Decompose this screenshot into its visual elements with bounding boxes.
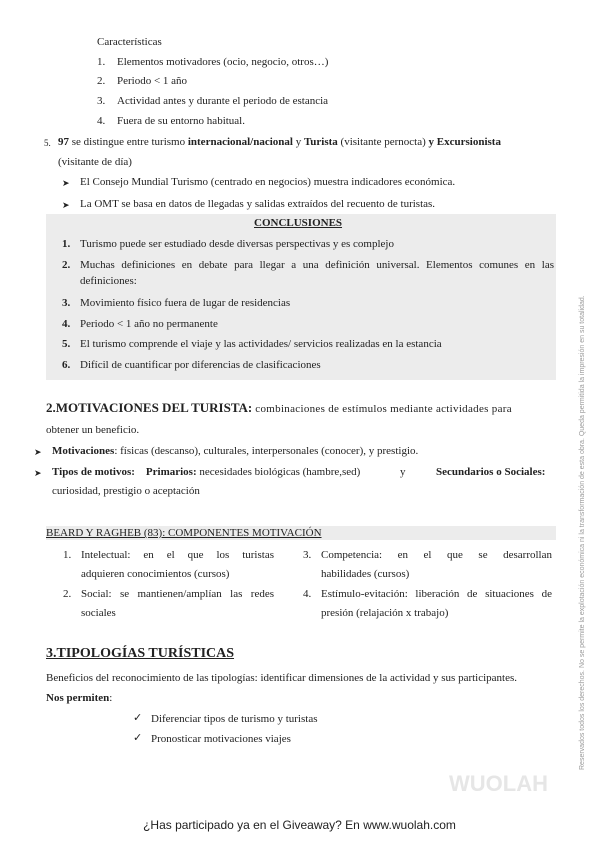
rights-watermark (579, 250, 589, 770)
beard-text: Competencia: en el que se desarrollan (321, 549, 552, 561)
giveaway-footer[interactable]: ¿Has participado ya en el Giveaway? En www.wuolah.com (143, 818, 456, 832)
section2-heading-line (46, 401, 554, 416)
characteristic-num: 1. (97, 56, 106, 68)
rights-watermark-text: Reservados todos los derechos. No se permite la explotación económica ni la transformación de esta obra. Queda permitida la impresión en su totalidad. (579, 295, 586, 770)
beard-text: sociales (81, 607, 116, 619)
characteristic-text: Fuera de su entorno habitual. (117, 115, 245, 127)
conclusion-num: 5. (62, 338, 71, 350)
beard-num: 4. (303, 588, 312, 600)
beard-text: Estímulo-evitación: liberación de situaciones de (321, 588, 552, 600)
arrow-bullet-icon: ➤ (62, 178, 70, 188)
item5-bullet: El Consejo Mundial Turismo (centrado en negocios) muestra indicadores económica. (80, 176, 456, 188)
conclusion-text: Turismo puede ser estudiado desde diversas perspectivas y es complejo (80, 238, 394, 250)
conclusion-text: Movimiento físico fuera de lugar de residencias (80, 297, 291, 309)
beard-text: habilidades (cursos) (321, 568, 410, 580)
motivations-text: : físicas (descanso), culturales, interpersonales (conocer), y prestigio. (114, 445, 419, 457)
primarios-label: Primarios: (145, 466, 197, 478)
conclusion-num: 4. (62, 318, 71, 330)
section2-intro-cont: obtener un beneficio. (46, 424, 140, 436)
beard-num: 3. (303, 549, 312, 561)
tipos-label: Tipos de motivos: (52, 466, 135, 478)
permiten-label: Nos permiten (46, 692, 110, 704)
conclusion-num: 1. (62, 238, 71, 250)
item5-sentence (58, 135, 501, 149)
conclusions-title: CONCLUSIONES (254, 217, 343, 229)
characteristic-num: 2. (97, 75, 106, 87)
tipos-line (52, 465, 360, 479)
secundarios-label: Secundarios o Sociales: (436, 466, 546, 478)
conclusion-text: El turismo comprende el viaje y las actividades/ servicios realizadas en la estancia (80, 338, 442, 350)
beard-text: Intelectual: en el que los turistas (81, 549, 274, 561)
item5-bold: y Excursionista (428, 136, 501, 148)
conclusion-text: Periodo < 1 año no permanente (80, 318, 218, 330)
checkmark-icon: ✓ (133, 732, 143, 744)
secundarios-text: curiosidad, prestigio o aceptación (52, 485, 200, 497)
arrow-bullet-icon: ➤ (62, 200, 70, 210)
beard-num: 1. (63, 549, 72, 561)
item5-text: se distingue entre turismo (69, 136, 188, 148)
item5-number: 5. (44, 138, 51, 148)
motivations-label: Motivaciones (52, 445, 115, 457)
conclusion-text-cont: definiciones: (80, 275, 137, 287)
item5-bullet: La OMT se basa en datos de llegadas y salidas extraídos del recuento de turistas. (80, 198, 436, 210)
conclusion-num: 6. (62, 359, 71, 371)
characteristic-text: Elementos motivadores (ocio, negocio, otros…) (117, 56, 329, 68)
tipos-y: y (400, 466, 406, 478)
check-item: Diferenciar tipos de turismo y turistas (151, 713, 318, 725)
arrow-bullet-icon: ➤ (34, 468, 42, 478)
item5-line2: (visitante de día) (58, 156, 132, 168)
permiten-line (46, 691, 112, 705)
item5-bold: internacional/nacional (187, 136, 293, 148)
conclusion-text: Difícil de cuantificar por diferencias de clasificaciones (80, 359, 321, 371)
beard-text: adquieren conocimientos (cursos) (81, 568, 230, 580)
checkmark-icon: ✓ (133, 712, 143, 724)
conclusion-text: Muchas definiciones en debate para llegar a una definición universal. Elementos comunes en las (80, 259, 554, 271)
permiten-colon: : (109, 692, 113, 704)
characteristics-heading: Características (97, 36, 162, 48)
section3-intro: Beneficios del reconocimiento de las tipologías: identificar dimensiones de la actividad y sus participantes. (46, 672, 518, 684)
section2-title: 2.MOTIVACIONES DEL TURISTA: (46, 400, 253, 415)
beard-text: Social: se mantienen/amplían las redes (81, 588, 274, 600)
motivations-line (52, 444, 418, 458)
item5-text: (visitante pernocta) (337, 136, 429, 148)
section2-intro: combinaciones de estímulos mediante actividades para (252, 403, 512, 415)
check-item: Pronosticar motivaciones viajes (151, 733, 291, 745)
item5-text: y (292, 136, 304, 148)
conclusion-num: 3. (62, 297, 71, 309)
characteristic-text: Periodo < 1 año (117, 75, 188, 87)
wuolah-logo: WUOLAH (449, 771, 548, 796)
beard-text: presión (relajación x trabajo) (321, 607, 449, 619)
arrow-bullet-icon: ➤ (34, 447, 42, 457)
beard-num: 2. (63, 588, 72, 600)
primarios-text: necesidades biológicas (hambre,sed) (196, 466, 361, 478)
item5-bold: Turista (303, 136, 338, 148)
characteristic-num: 3. (97, 95, 106, 107)
conclusion-num: 2. (62, 259, 71, 271)
beard-title: BEARD Y RAGHEB (83): COMPONENTES MOTIVACIÓN (46, 527, 322, 539)
characteristic-num: 4. (97, 115, 106, 127)
characteristic-text: Actividad antes y durante el periodo de estancia (117, 95, 329, 107)
item5-year: 97 (58, 136, 69, 148)
section3-title: 3.TIPOLOGÍAS TURÍSTICAS (46, 646, 235, 661)
